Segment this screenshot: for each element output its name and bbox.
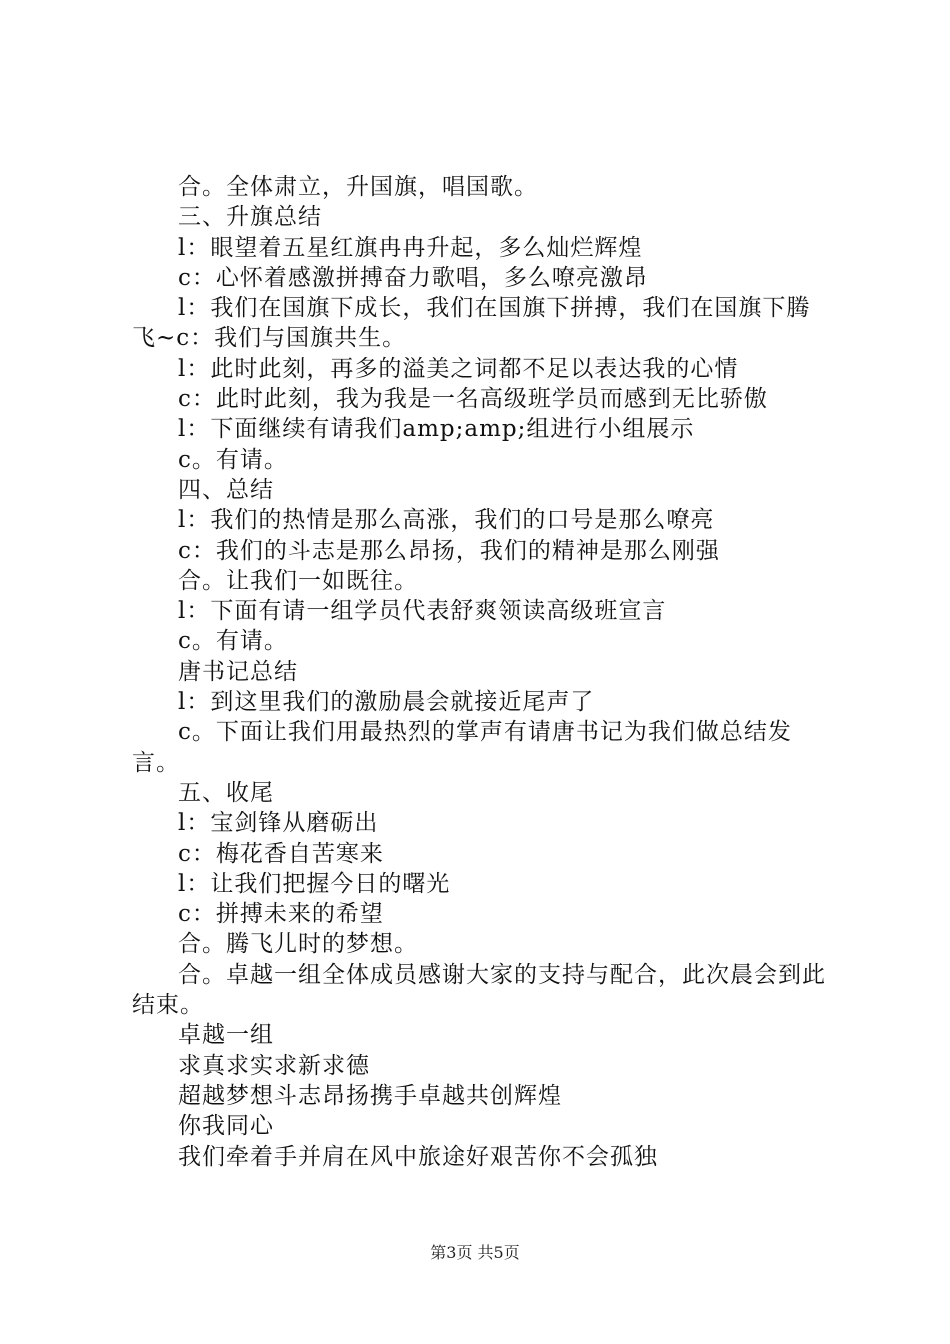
paragraph: c：拼搏未来的希望 xyxy=(178,901,384,928)
page-number-footer: 第3页 共5页 xyxy=(430,1243,520,1262)
paragraph: 合。让我们一如既往。 xyxy=(178,567,418,594)
paragraph: 合。卓越一组全体成员感谢大家的支持与配合，此次晨会到此结束。 xyxy=(132,961,826,1019)
paragraph: 你我同心 xyxy=(178,1113,274,1140)
paragraph: c：梅花香自苦寒来 xyxy=(178,840,384,867)
paragraph: l：让我们把握今日的曙光 xyxy=(178,870,451,897)
paragraph: l：我们在国旗下成长，我们在国旗下拼搏，我们在国旗下腾飞~c：我们与国旗共生。 xyxy=(132,295,811,352)
paragraph: 我们牵着手并肩在风中旅途好艰苦你不会孤独 xyxy=(178,1143,658,1170)
paragraph: c。下面让我们用最热烈的掌声有请唐书记为我们做总结发言。 xyxy=(132,719,792,776)
document-body xyxy=(132,172,832,1172)
paragraph: 合。全体肃立，升国旗，唱国歌。 xyxy=(178,174,538,200)
section-heading: 三、升旗总结 xyxy=(178,204,322,231)
paragraph: l：下面继续有请我们amp;amp;组进行小组展示 xyxy=(178,416,695,443)
section-heading: 五、收尾 xyxy=(178,779,274,806)
section-heading: 唐书记总结 xyxy=(178,658,298,685)
paragraph: l：眼望着五星红旗冉冉升起，多么灿烂辉煌 xyxy=(178,234,643,261)
paragraph: 超越梦想斗志昂扬携手卓越共创辉煌 xyxy=(178,1082,562,1109)
paragraph: 合。腾飞儿时的梦想。 xyxy=(178,931,418,958)
paragraph: 求真求实求新求德 xyxy=(178,1052,370,1079)
paragraph: c。有请。 xyxy=(178,628,288,655)
paragraph: c：我们的斗志是那么昂扬，我们的精神是那么刚强 xyxy=(178,537,720,564)
section-heading: 四、总结 xyxy=(178,476,274,503)
paragraph: c。有请。 xyxy=(178,446,288,473)
paragraph: 卓越一组 xyxy=(178,1022,274,1049)
paragraph: l：宝剑锋从磨砺出 xyxy=(178,810,379,837)
paragraph: l：此时此刻，再多的溢美之词都不足以表达我的心情 xyxy=(178,355,739,382)
paragraph: l：我们的热情是那么高涨，我们的口号是那么嘹亮 xyxy=(178,507,715,534)
paragraph: c：此时此刻，我为我是一名高级班学员而感到无比骄傲 xyxy=(178,386,768,413)
paragraph: l：下面有请一组学员代表舒爽领读高级班宣言 xyxy=(178,598,667,625)
paragraph: c：心怀着感激拼搏奋力歌唱，多么嘹亮激昂 xyxy=(178,264,648,291)
paragraph: l：到这里我们的激励晨会就接近尾声了 xyxy=(178,689,595,716)
